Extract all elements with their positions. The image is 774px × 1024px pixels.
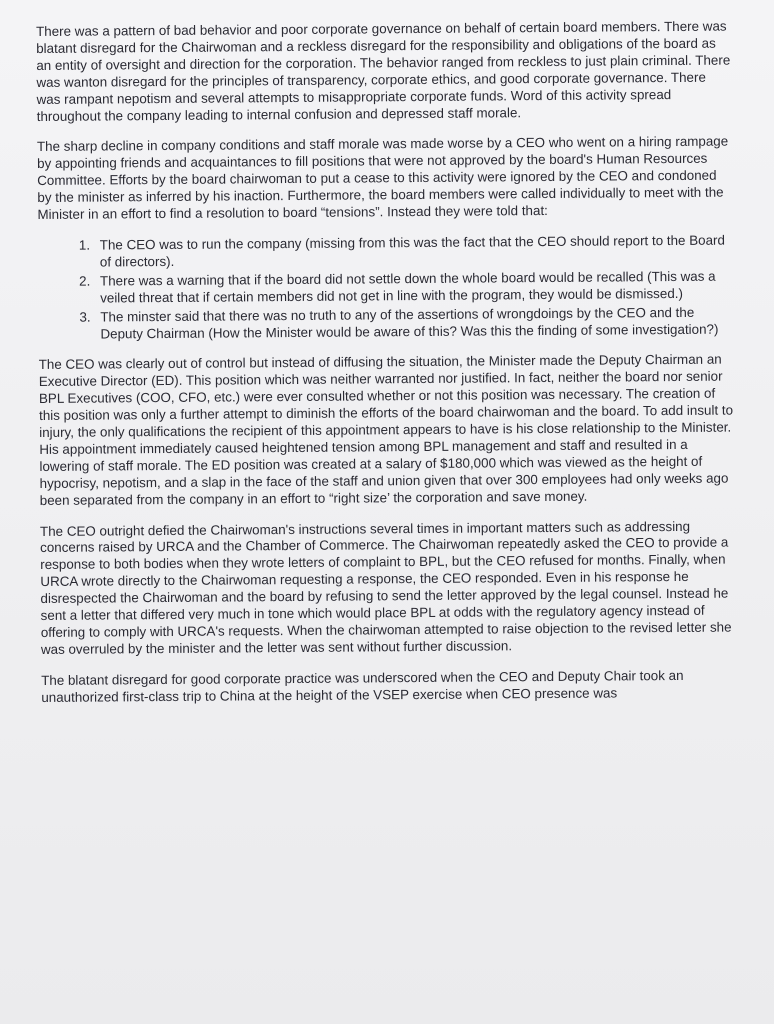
list-item: 3. The minster said that there was no truth to any of the assertions of wrongdoings by the CEO and the Deputy Chairman (How the Minister would be aware of this? Was this the finding of some investigation?) xyxy=(94,304,734,343)
paragraph-hiring-rampage: The sharp decline in company conditions and staff morale was made worse by a CEO who went on a hiring rampage by appointing friends and acquaintances to fill positions that were not approved by the board's Human Resources Committee. Efforts by the board chairwoman to put a cease to this activity were ignored by the CEO and condoned by the minister as inferred by his inaction. Furthermore, the board members were called individually to meet with the Minister in an effort to find a resolution to board “tensions”. Instead they were told that: xyxy=(36,134,729,223)
numbered-list xyxy=(38,232,735,343)
list-item: 1. The CEO was to run the company (missing from this was the fact that the CEO should report to the Board of directors). xyxy=(94,232,734,271)
list-item: 2. There was a warning that if the board did not settle down the whole board would be recalled (This was a veiled threat that if certain members did not get in line with the program, they would be dismissed.) xyxy=(94,268,734,307)
paragraph-china-trip: The blatant disregard for good corporate practice was underscored when the CEO and Deputy Chair took an unauthorized first-class trip to China at the height of the VSEP exercise when CEO presence was xyxy=(41,667,684,705)
document-body xyxy=(36,19,737,707)
paragraph-urca-response: The CEO outright defied the Chairwoman's instructions several times in important matters such as addressing concerns raised by URCA and the Chamber of Commerce. The Chairwoman repeatedly asked the CEO to provide a response to both bodies when they wrote letters of complaint to BPL, but the CEO refused for months. Finally, when URCA wrote directly to the Chairwoman requesting a response, the CEO responded. Even in his response he disrespected the Chairwoman and the board by refusing to send the letter approved by the legal counsel. Instead he sent a letter that differed very much in tone which would place BPL at odds with the regulatory agency instead of offering to comply with URCA's requests. When the chairwoman attempted to raise objection to the revised letter she was overruled by the minister and the letter was sent without further discussion. xyxy=(39,518,732,657)
paragraph-governance: There was a pattern of bad behavior and poor corporate governance on behalf of certain board members. There was blatant disregard for the Chairwoman and a reckless disregard for the responsibility and obligations of the board as an entity of oversight and direction for the corporation. The behavior ranged from reckless to just plain criminal. There was wanton disregard for the principles of transparency, corporate ethics, and good corporate governance. There was rampant nepotism and several attempts to misappropriate corporate funds. Word of this activity spread throughout the company leading to internal confusion and depressed staff morale. xyxy=(36,18,731,124)
paragraph-executive-director: The CEO was clearly out of control but instead of diffusing the situation, the Minister made the Deputy Chairman an Executive Director (ED). This position which was neither warranted nor justified. In fact, neither the board nor senior BPL Executives (COO, CFO, etc.) were ever consulted whether or not this position was necessary. The creation of this position was only a further attempt to diminish the efforts of the board chairwoman and the board. To add insult to injury, the only qualifications the recipient of this appointment appears to have is his close relationship to the Minister. His appointment immediately caused heightened tension among BPL management and staff and resulted in a lowering of staff morale. The ED position was created at a salary of $180,000 which was viewed as the height of hypocrisy, nepotism, and a slap in the face of the staff and union given that over 300 employees had only weeks ago been separated from the company in an effort to “right size’ the corporation and save money. xyxy=(38,352,734,508)
